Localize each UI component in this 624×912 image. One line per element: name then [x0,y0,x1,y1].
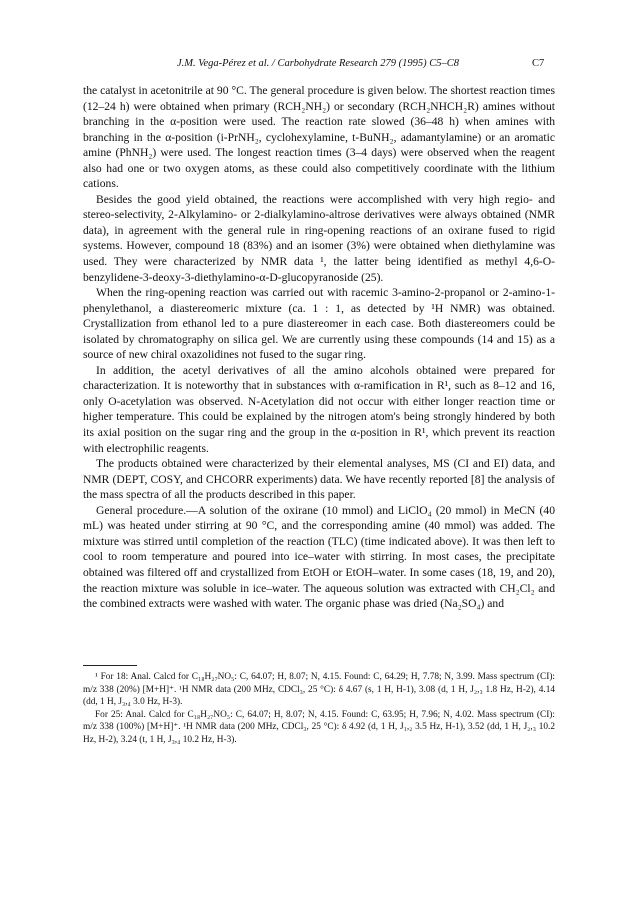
footnotes [83,671,555,747]
paragraph-characterization: The products obtained were characterized by their elemental analyses, MS (CI and EI) data, and NMR (DEPT, COSY, and CHCORR experiments) data. We have recently reported [8] the analysis of the mass spectra of all the products described in this paper. [83,457,555,502]
paragraph-acetyl-derivatives: In addition, the acetyl derivatives of all the amino alcohols obtained were prepared for characterization. It is noteworthy that in substances with α-ramification in R¹, such as 8–12 and 16, only O-acetylation was observed. N-Acetylation did not occur with either longer reaction time or higher temperature. This could be explained by the nitrogen atom's being strongly hindered by both its axial position on the sugar ring and the group in the α-position in R¹, which prevent its reaction with electrophilic reagents. [83,363,555,455]
page-number: C7 [532,58,545,69]
footnote-rule [83,665,137,666]
paragraph-racemic-amines: When the ring-opening reaction was carried out with racemic 3-amino-2-propanol or 2-amino-1-phenylethanol, a diastereomeric mixture (ca. 1 : 1, as detected by ¹H NMR) was obtained. Crystallization from ethanol led to a pure diastereomer in each case. Both diastereomers could be isolated by chromatography on silica gel. We are currently using these compounds (14 and 15) as a source of new chiral oxazolidines not fused to the sugar ring. [83,286,555,362]
paragraph-general-procedure: General procedure.—A solution of the oxirane (10 mmol) and LiClO₄ (20 mmol) in MeCN (40 mL) was heated under stirring at 90 °C, and the corresponding amine (40 mmol) was added. The mixture was stirred until completion of the reaction (TLC) (time indicated above). It was then left to cool to room temperature and poured into ice–water with stirring. In most cases, the precipitate obtained was filtered off and crystallized from EtOH or EtOH–water. In some cases (18, 19, and 20), the reaction mixture was soluble in ice–water. The aqueous solution was extracted with CH₂Cl₂ and the combined extracts were washed with water. The organic phase was dried (Na₂SO₄) and [83,503,555,611]
paragraph-selectivity: Besides the good yield obtained, the reactions were accomplished with very high regio- and stereo-selectivity, 2-Alkylamino- or 2-dialkylamino-altrose derivatives were always obtained (NMR data), in agreement with the general rule in ring-opening reactions of an oxirane fused to rigid systems. However, compound 18 (83%) and an isomer (3%) were obtained when diethylamine was used. They were characterized by NMR data ¹, the latter being identified as methyl 4,6-O-benzylidene-3-deoxy-3-diethylamino-α-D-glucopyranoside (25). [83,192,555,284]
paragraph-reaction-times: the catalyst in acetonitrile at 90 °C. The general procedure is given below. The shortest reaction times (12–24 h) were obtained when primary (RCH₂NH₂) or secondary (RCH₂NHCH₂R) amines without branching in the α-position were used. The reaction rate slowed (36–48 h) when amines with branching in the α-position (i-PrNH₂, cyclohexylamine, t-BuNH₂, adamantylamine) or an aromatic amine (PhNH₂) were used. The longest reaction times (3–4 days) were observed when the reagent also had one or two oxygen atoms, as these could also competitively coordinate with the lithium cations. [83,84,555,191]
body-text [83,83,555,612]
running-head: J.M. Vega-Pérez et al. / Carbohydrate Research 279 (1995) C5–C8 [176,58,460,69]
footnote-compound-25: For 25: Anal. Calcd for C₁₈H₂₇NO₅: C, 64.07; H, 8.07; N, 4.15. Found: C, 63.95; H, 7.96; N, 4.02. Mass spectrum (CI): m/z 338 (100%) [M+H]⁺. ¹H NMR data (200 MHz, CDCl₃, 25 °C): δ 4.92 (d, 1 H, J₁,₂ 3.5 Hz, H-1), 3.52 (dd, 1 H, J₂,₃ 10.2 Hz, H-2), 3.24 (t, 1 H, J₃,₄ 10.2 Hz, H-3). [83,709,555,745]
footnote-compound-18: ¹ For 18: Anal. Calcd for C₁₈H₂₇NO₅: C, 64.07; H, 8.07; N, 4.15. Found: C, 64.29; H, 7.78; N, 3.99. Mass spectrum (CI): m/z 338 (20%) [M+H]⁺. ¹H NMR data (200 MHz, CDCl₃, 25 °C): δ 4.67 (s, 1 H, H-1), 3.08 (d, 1 H, J₂,₃ 1.8 Hz, H-2), 4.14 (dd, 1 H, J₃,₄ 3.0 Hz, H-3). [83,672,555,708]
